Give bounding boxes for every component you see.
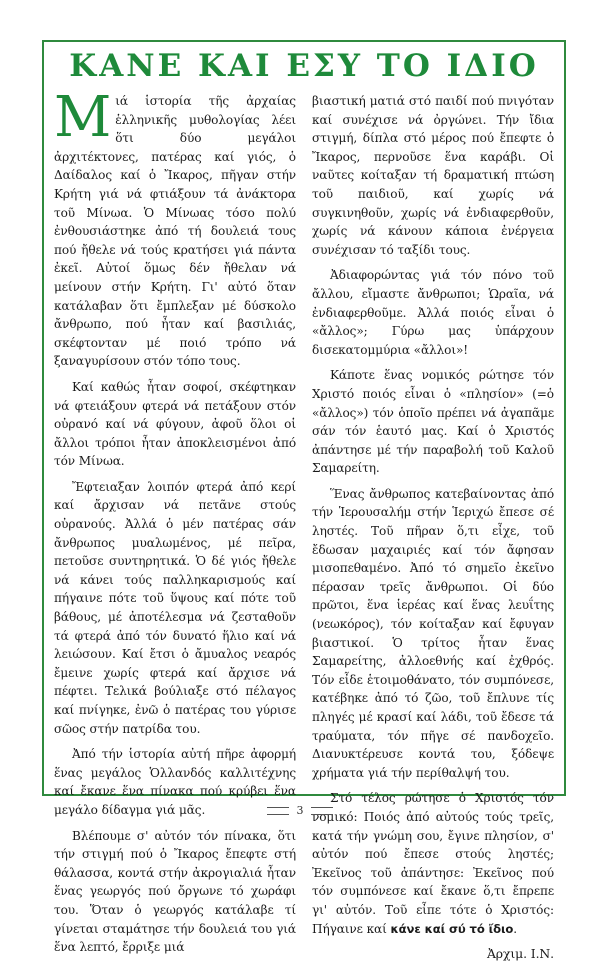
page-number: 3 [296, 804, 304, 817]
paragraph: Ἀπό τήν ἱστορία αὐτή πῆρε ἀφορμή ἕνας μεγάλος Ὁλλανδός καλλιτέχνης καί ἔκανε ἕνα πίνακα πού κρύβει ἕνα μεγάλο δίδαγμα γιά μᾶς. [54, 747, 296, 817]
paragraph: Ἔφτειαξαν λοιπόν φτερά ἀπό κερί καί ἄρχισαν νά πετᾶνε στούς οὐρανούς. Ἀλλά ὁ μέν πατέρας σάν ἄνθρωπος μυαλωμένος, μέ πεῖρα, πετοῦσε συντηρητικά. Ὁ δέ γιός ἤθελε νά κάνει τούς παλληκαρισμούς καί πήγαινε πότε τοῦ ὕψους καί πότε τοῦ βάθους, μέ ἀποτέλεσμα νά ζεσταθοῦν τά φτερά ἀπό τόν δυνατό ἥλιο καί νά λειώσουν. Καί ἔτσι ὁ ἄμυαλος νεαρός ἔμεινε χωρίς φτερά καί ἄρχισε νά πέφτει. Τελικά βούλιαξε στό πέλαγος καί πνίγηκε, ἐνῶ ὁ πατέρας του γύρισε σῶος στήν πατρίδα του. [54, 479, 296, 736]
paragraph: Καί καθώς ἦταν σοφοί, σκέφτηκαν νά φτειάξουν φτερά νά πετάξουν στόν οὐρανό καί νά φύγουν, ἀφοῦ ὅλοι οἱ ἄλλοι τρόποι ἦταν ἀποκλεισμένοι ἀπό τόν Μίνωα. [54, 379, 296, 469]
paragraph: βιαστική ματιά στό παιδί πού πνιγόταν καί συνέχισε νά ὀργώνει. Τήν ἴδια στιγμή, δίπλα στό μέρος πού ἔπεφτε ὁ Ἴκαρος, περνοῦσε ἕνα καράβι. Οἱ ναῦτες κοίταξαν τή δραματική πτώση τοῦ παιδιοῦ, καί χωρίς νά συγκινηθοῦν, χωρίς νά ἐνδιαφερθοῦν, χωρίς νά κάνουν κάποια ἐνέργεια συνέχισαν τό ταξίδι τους. [312, 94, 554, 257]
paragraph-text: ιά ἱστορία τῆς ἀρχαίας ἑλληνικῆς μυθολογίας λέει ὅτι δύο μεγάλοι ἀρχιτέκτονες, πατέρας καί γιός, ὁ Δαίδαλος καί ὁ Ἴκαρος, πῆγαν στήν Κρήτη γιά νά φτιάξουν τά ἀνάκτορα τοῦ Μίνωα. Ὁ Μίνωας τόσο πολύ ἐνθουσιάστηκε ἀπό τή δουλειά τους πού ἤθελε νά τούς κρατήσει γιά πάντα ἐκεῖ. Αὐτοί ὅμως δέν ἤθελαν νά μείνουν στήν Κρήτη. Γι' αὐτό ὅταν κατάλαβαν ὅτι ἔμπλεξαν μέ δύσκολο ἄνθρωπο, πού ἦταν καί βασιλιάς, σκέφτονταν μέ ποιό τρόπο νά ξαναγυρίσουν στόν τόπο τους. [54, 94, 296, 369]
ornament-right-icon [311, 807, 333, 815]
paragraph: Κάποτε ἕνας νομικός ρώτησε τόν Χριστό ποιός εἶναι ὁ «πλησίον» (=ὁ «ἄλλος») τόν ὁποῖο πρέπει νά ἀγαπᾶμε σάν τόν ἑαυτό μας. Καί ὁ Χριστός ἀπάντησε μέ τήν παραβολή τοῦ Καλοῦ Σαμαρείτη. [312, 368, 554, 476]
left-column [54, 85, 296, 964]
page-footer [0, 804, 600, 817]
article-frame [42, 40, 566, 962]
paragraph-text: Στό τέλος ρώτησε ὁ Χριστός τόν νομικό: Ποιός ἀπό αὐτούς τούς τρεῖς, κατά τήν γνώμη σου, ἔγινε πλησίον, σ' αὐτόν πού ἔπεσε στούς ληστές; Ἐκεῖνος τοῦ ἀπάντησε: Ἐκεῖνος πού τόν συμπόνεσε καί ἔκανε ὅ,τι ἔπρεπε γι' αὐτόν. Τοῦ εἶπε τότε ὁ Χριστός: Πήγαινε καί [312, 791, 554, 936]
paragraph: Ἕνας ἄνθρωπος κατεβαίνοντας ἀπό τήν Ἱερουσαλήμ στήν Ἱεριχώ ἔπεσε σέ ληστές. Τοῦ πῆραν ὅ,τι εἶχε, τοῦ ἔδωσαν μαχαιριές καί τόν ἄφησαν μισοπεθαμένο. Ἀπό τό σημεῖο ἐκεῖνο πέρασαν τρεῖς ἄνθρωποι. Οἱ δύο πρῶτοι, ἕνα ἱερέας καί ἕνας λευΐτης (νεωκόρος), τόν κοίταξαν καί ἔφυγαν βιαστικοί. Ὁ τρίτος ἦταν ἕνας Σαμαρείτης, ἀλλοεθνής καί ἐχθρός. Τόν εἶδε ἑτοιμοθάνατο, τόν συμπόνεσε, κατέβηκε ἀπό τό ζῶο, τοῦ ἔπλυνε τίς πληγές μέ κρασί καί λάδι, τοῦ ἔδεσε τά τραύματα, τόν πῆγε σέ πανδοχεῖο. Διανυκτέρευσε κοντά του, ξόδεψε χρήματα γιά τήν περίθαλψή του. [312, 486, 554, 780]
paragraph: Ἀδιαφορώντας γιά τόν πόνο τοῦ ἄλλου, εἴμαστε ἄνθρωποι; Ὡραῖα, νά ἐνδιαφερθοῦμε. Ἀλλά ποιός εἶναι ὁ «ἄλλος»; Γύρω μας ὑπάρχουν δισεκατομμύρια «ἄλλοι»! [312, 268, 554, 357]
paragraph-end: . [513, 921, 517, 936]
paragraph [54, 85, 296, 371]
ornament-left-icon [267, 807, 289, 815]
article-columns [54, 85, 554, 962]
highlight-phrase: κάνε καί σύ τό ἴδιο [390, 921, 514, 936]
signature: Ἀρχιμ. Ι.Ν. [486, 946, 554, 962]
article-title: ΚΑΝΕ ΚΑΙ ΕΣΥ ΤΟ ΙΔΙΟ [69, 48, 539, 84]
drop-cap: Μ [54, 85, 112, 150]
paragraph: Βλέπουμε σ' αὐτόν τόν πίνακα, ὅτι τήν στιγμή πού ὁ Ἴκαρος ἔπεφτε στή θάλασσα, κοντά στήν ἀκρογιαλιά ἦταν ἕνας γεωργός πού ὄργωνε τό χωράφι του. Ὅταν ὁ γεωργός κατάλαβε τί γίνεται σταμάτησε τήν δουλειά του γιά ἕνα λεπτό, ἔρριξε μιά [54, 828, 296, 955]
right-column [312, 92, 554, 964]
